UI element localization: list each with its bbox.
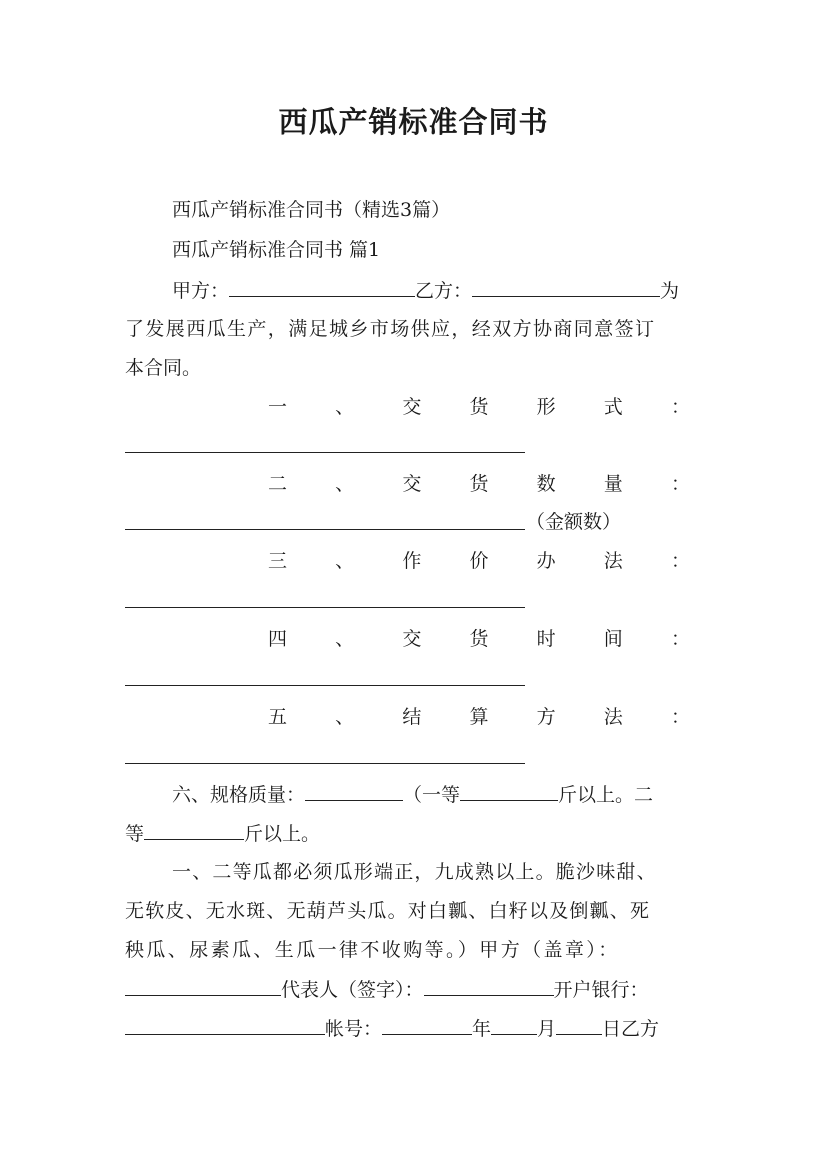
clause-char: 三	[268, 550, 288, 572]
month-blank	[491, 1015, 537, 1035]
clause-2-heading	[268, 471, 690, 497]
clause-2-suffix: （金额数）	[526, 511, 622, 533]
party-b-label: 乙方：	[415, 280, 473, 302]
party-a-seal-blank	[125, 976, 281, 996]
quality-second: 等	[125, 823, 145, 845]
clause-char: 、	[335, 473, 355, 495]
party-line	[172, 277, 679, 304]
clause-2-blank	[125, 529, 525, 530]
clause-3-blank	[125, 607, 525, 608]
clause-char: ：	[670, 628, 690, 650]
clause-char: 一	[268, 396, 288, 418]
clause-1-heading	[268, 394, 690, 420]
para-line-3: 秧瓜、尿素瓜、生瓜一律不收购等。）甲方（盖章）：	[125, 939, 620, 961]
clause-char: 价	[469, 550, 489, 572]
clause-char: ：	[670, 706, 690, 728]
clause-char: 式	[603, 396, 623, 418]
document-title: 西瓜产销标准合同书	[278, 105, 549, 139]
clause-5-heading	[268, 704, 690, 730]
quality-line-2	[125, 820, 320, 847]
party-a-label: 甲方：	[172, 280, 230, 302]
clause-char: 、	[335, 550, 355, 572]
quality-blank	[305, 781, 403, 801]
first-grade-blank	[460, 781, 558, 801]
clause-char: 货	[469, 396, 489, 418]
quality-line	[172, 781, 653, 808]
clause-char: ：	[670, 396, 690, 418]
bank-blank	[125, 1015, 325, 1035]
clause-char: 二	[268, 473, 288, 495]
clause-char: 时	[536, 628, 556, 650]
party-b-blank	[472, 277, 660, 297]
clause-char: 、	[335, 628, 355, 650]
subtitle: 西瓜产销标准合同书（精选3篇）	[172, 199, 451, 221]
clause-char: 法	[603, 550, 623, 572]
clause-char: 、	[335, 706, 355, 728]
clause-char: 方	[536, 706, 556, 728]
clause-char: 法	[603, 706, 623, 728]
intro-tail: 为	[660, 280, 680, 302]
intro-line-3: 本合同。	[125, 357, 202, 379]
clause-char: ：	[670, 550, 690, 572]
clause-char: 交	[402, 473, 422, 495]
day-blank	[556, 1015, 602, 1035]
quality-label: 六、规格质量：	[172, 784, 306, 806]
bank-label: 开户银行：	[553, 979, 649, 1001]
party-a-blank	[229, 277, 415, 297]
sign-line-1	[125, 976, 649, 1003]
para-line-1: 一、二等瓜都必须瓜形端正，九成熟以上。脆沙味甜、	[172, 861, 657, 883]
day-label: 日乙方	[602, 1018, 660, 1040]
clause-3-heading	[268, 548, 690, 574]
clause-char: 交	[402, 628, 422, 650]
year-blank	[382, 1015, 472, 1035]
clause-char: 间	[603, 628, 623, 650]
account-label: 帐号：	[325, 1018, 383, 1040]
quality-above: 斤以上。	[244, 823, 321, 845]
clause-char: 货	[469, 628, 489, 650]
clause-char: 结	[402, 706, 422, 728]
year-label: 年	[472, 1018, 492, 1040]
clause-1-blank	[125, 452, 525, 453]
clause-5-blank	[125, 763, 525, 764]
clause-4-heading	[268, 626, 690, 652]
clause-char: 货	[469, 473, 489, 495]
clause-char: 作	[402, 550, 422, 572]
rep-label: 代表人（签字）：	[281, 979, 424, 1001]
part-heading: 西瓜产销标准合同书 篇1	[172, 239, 381, 261]
month-label: 月	[537, 1018, 557, 1040]
para-line-2: 无软皮、无水斑、无葫芦头瓜。对白瓤、白籽以及倒瓤、死	[125, 900, 651, 922]
second-grade-blank	[144, 820, 244, 840]
intro-line-2: 了发展西瓜生产，满足城乡市场供应，经双方协商同意签订	[125, 318, 656, 340]
clause-char: 交	[402, 396, 422, 418]
clause-char: 数	[536, 473, 556, 495]
rep-blank	[424, 976, 554, 996]
clause-char: 、	[335, 396, 355, 418]
clause-char: 量	[603, 473, 623, 495]
clause-4-blank	[125, 685, 525, 686]
clause-char: 形	[536, 396, 556, 418]
clause-char: 四	[268, 628, 288, 650]
clause-char: 五	[268, 706, 288, 728]
clause-char: ：	[670, 473, 690, 495]
quality-above-second: 斤以上。二	[558, 784, 654, 806]
clause-char: 算	[469, 706, 489, 728]
quality-first: （一等	[403, 784, 461, 806]
clause-char: 办	[536, 550, 556, 572]
sign-line-2	[125, 1015, 659, 1042]
